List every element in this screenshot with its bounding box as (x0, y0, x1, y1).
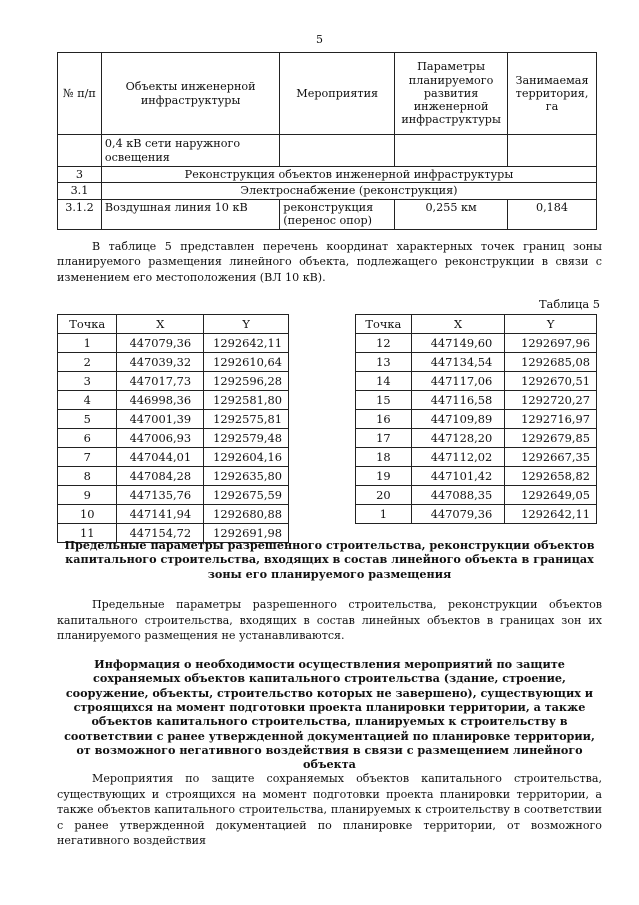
coords-row (58, 410, 289, 429)
point-cell: 10 (58, 505, 117, 524)
x-cell: 447128,20 (411, 429, 505, 448)
x-cell: 447088,35 (411, 486, 505, 505)
x-cell: 447117,06 (411, 372, 505, 391)
coords-row (356, 486, 597, 505)
limits-text: Предельные параметры разрешенного строительства, реконструкции объектов капитального строительства, входящих в состав линейных объектов в границах зон их планируемого размещения не устанавливаются. (57, 598, 602, 643)
header-y: Y (505, 315, 597, 334)
x-cell: 447039,32 (117, 353, 204, 372)
header-parameters: Параметры планируемого развития инженерной инфраструктуры (395, 53, 508, 135)
x-cell: 447109,89 (411, 410, 505, 429)
point-cell: 15 (356, 391, 412, 410)
y-cell: 1292679,85 (505, 429, 597, 448)
cell (508, 135, 597, 167)
coords-row (356, 410, 597, 429)
cell: 0,184 (508, 199, 597, 229)
cell: Реконструкция объектов инженерной инфраструктуры (101, 167, 596, 183)
infra-row-continued (58, 135, 597, 167)
header-number: № п/п (58, 53, 102, 135)
coords-row (356, 391, 597, 410)
coords-row (58, 448, 289, 467)
x-cell: 446998,36 (117, 391, 204, 410)
cell (395, 135, 508, 167)
y-cell: 1292720,27 (505, 391, 597, 410)
x-cell: 447135,76 (117, 486, 204, 505)
y-cell: 1292649,05 (505, 486, 597, 505)
header-territory: Занимаемая территория, га (508, 53, 597, 135)
y-cell: 1292642,11 (505, 505, 597, 524)
y-cell: 1292716,97 (505, 410, 597, 429)
table5-intro-text: В таблице 5 представлен перечень координат характерных точек границ зоны планируемого размещения линейного объекта, подлежащего реконструкции в связи с изменением его местоположения (ВЛ 10 кВ). (57, 240, 602, 284)
x-cell: 447017,73 (117, 372, 204, 391)
cell: 3 (58, 167, 102, 183)
point-cell: 3 (58, 372, 117, 391)
point-cell: 12 (356, 334, 412, 353)
y-cell: 1292675,59 (204, 486, 289, 505)
point-cell: 14 (356, 372, 412, 391)
x-cell: 447079,36 (411, 505, 505, 524)
y-cell: 1292575,81 (204, 410, 289, 429)
coords-row (58, 467, 289, 486)
header-y: Y (204, 315, 289, 334)
y-cell: 1292579,48 (204, 429, 289, 448)
point-cell: 2 (58, 353, 117, 372)
y-cell: 1292691,98 (204, 524, 289, 543)
x-cell: 447116,58 (411, 391, 505, 410)
y-cell: 1292642,11 (204, 334, 289, 353)
coords-row (356, 448, 597, 467)
y-cell: 1292658,82 (505, 467, 597, 486)
table5-intro-paragraph (57, 239, 602, 285)
point-cell: 17 (356, 429, 412, 448)
x-cell: 447154,72 (117, 524, 204, 543)
header-point: Точка (356, 315, 412, 334)
coords-row (58, 334, 289, 353)
infra-row-subsection (58, 183, 597, 199)
point-cell: 5 (58, 410, 117, 429)
x-cell: 447101,42 (411, 467, 505, 486)
coords-row (356, 429, 597, 448)
coords-row (356, 334, 597, 353)
point-cell: 8 (58, 467, 117, 486)
y-cell: 1292610,64 (204, 353, 289, 372)
infrastructure-table (57, 52, 597, 230)
cell (280, 135, 395, 167)
cell: реконструкция (перенос опор) (280, 199, 395, 229)
x-cell: 447006,93 (117, 429, 204, 448)
point-cell: 19 (356, 467, 412, 486)
x-cell: 447079,36 (117, 334, 204, 353)
coords-row (356, 505, 597, 524)
header-measures: Мероприятия (280, 53, 395, 135)
point-cell: 13 (356, 353, 412, 372)
table5-caption: Таблица 5 (538, 297, 600, 311)
coords-row (58, 486, 289, 505)
point-cell: 4 (58, 391, 117, 410)
cell: 0,255 км (395, 199, 508, 229)
x-cell: 447149,60 (411, 334, 505, 353)
coordinates-table-right (355, 314, 597, 524)
point-cell: 16 (356, 410, 412, 429)
cell: Электроснабжение (реконструкция) (101, 183, 596, 199)
coords-row (58, 353, 289, 372)
header-point: Точка (58, 315, 117, 334)
cell: 3.1 (58, 183, 102, 199)
header-x: X (117, 315, 204, 334)
y-cell: 1292667,35 (505, 448, 597, 467)
point-cell: 1 (58, 334, 117, 353)
cell (58, 135, 102, 167)
point-cell: 6 (58, 429, 117, 448)
limits-paragraph (57, 597, 602, 644)
coords-header-row (58, 315, 289, 334)
x-cell: 447001,39 (117, 410, 204, 429)
coords-row (58, 505, 289, 524)
cell: Воздушная линия 10 кВ (101, 199, 279, 229)
y-cell: 1292685,08 (505, 353, 597, 372)
infra-header-row (58, 53, 597, 135)
x-cell: 447044,01 (117, 448, 204, 467)
coordinates-table-left (57, 314, 289, 543)
point-cell: 1 (356, 505, 412, 524)
coords-header-row (356, 315, 597, 334)
y-cell: 1292596,28 (204, 372, 289, 391)
point-cell: 7 (58, 448, 117, 467)
page-number: 5 (316, 33, 323, 46)
cell: 0,4 кВ сети наружного освещения (101, 135, 279, 167)
coords-row (356, 467, 597, 486)
point-cell: 9 (58, 486, 117, 505)
x-cell: 447112,02 (411, 448, 505, 467)
x-cell: 447084,28 (117, 467, 204, 486)
y-cell: 1292680,88 (204, 505, 289, 524)
protection-heading: Информация о необходимости осуществления мероприятий по защите сохраняемых объектов капитального строительства (здание, строение, сооружение, объекты, строительство которых не завершено), существующих и строящихся на момент подготовки проекта планировки территории, а также объектов капитального строительства, планируемых к строительству в соответствии с ранее утвержденной документацией по планировке территории, от возможного негативного воздействия в связи с размещением линейного объекта (64, 657, 595, 772)
infra-row-section (58, 167, 597, 183)
coords-row (356, 372, 597, 391)
coords-row (58, 391, 289, 410)
x-cell: 447134,54 (411, 353, 505, 372)
protection-text: Мероприятия по защите сохраняемых объектов капитального строительства, существующих и строящихся на момент подготовки проекта планировки территории, а также объектов капитального строительства, планируемых к строительству в соответствии с ранее утвержденной документацией по планировке территории, от возможного негативного воздействия (57, 772, 602, 848)
limits-heading: Предельные параметры разрешенного строительства, реконструкции объектов капитального строительства, входящих в состав линейного объекта в границах зоны его планируемого размещения (64, 538, 595, 581)
cell: 3.1.2 (58, 199, 102, 229)
y-cell: 1292581,80 (204, 391, 289, 410)
coords-row (356, 353, 597, 372)
point-cell: 11 (58, 524, 117, 543)
protection-paragraph (57, 771, 602, 849)
header-x: X (411, 315, 505, 334)
infra-row-item (58, 199, 597, 229)
coords-row (58, 429, 289, 448)
point-cell: 20 (356, 486, 412, 505)
y-cell: 1292635,80 (204, 467, 289, 486)
coords-row (58, 372, 289, 391)
y-cell: 1292697,96 (505, 334, 597, 353)
y-cell: 1292670,51 (505, 372, 597, 391)
header-objects: Объекты инженерной инфраструктуры (101, 53, 279, 135)
y-cell: 1292604,16 (204, 448, 289, 467)
point-cell: 18 (356, 448, 412, 467)
x-cell: 447141,94 (117, 505, 204, 524)
